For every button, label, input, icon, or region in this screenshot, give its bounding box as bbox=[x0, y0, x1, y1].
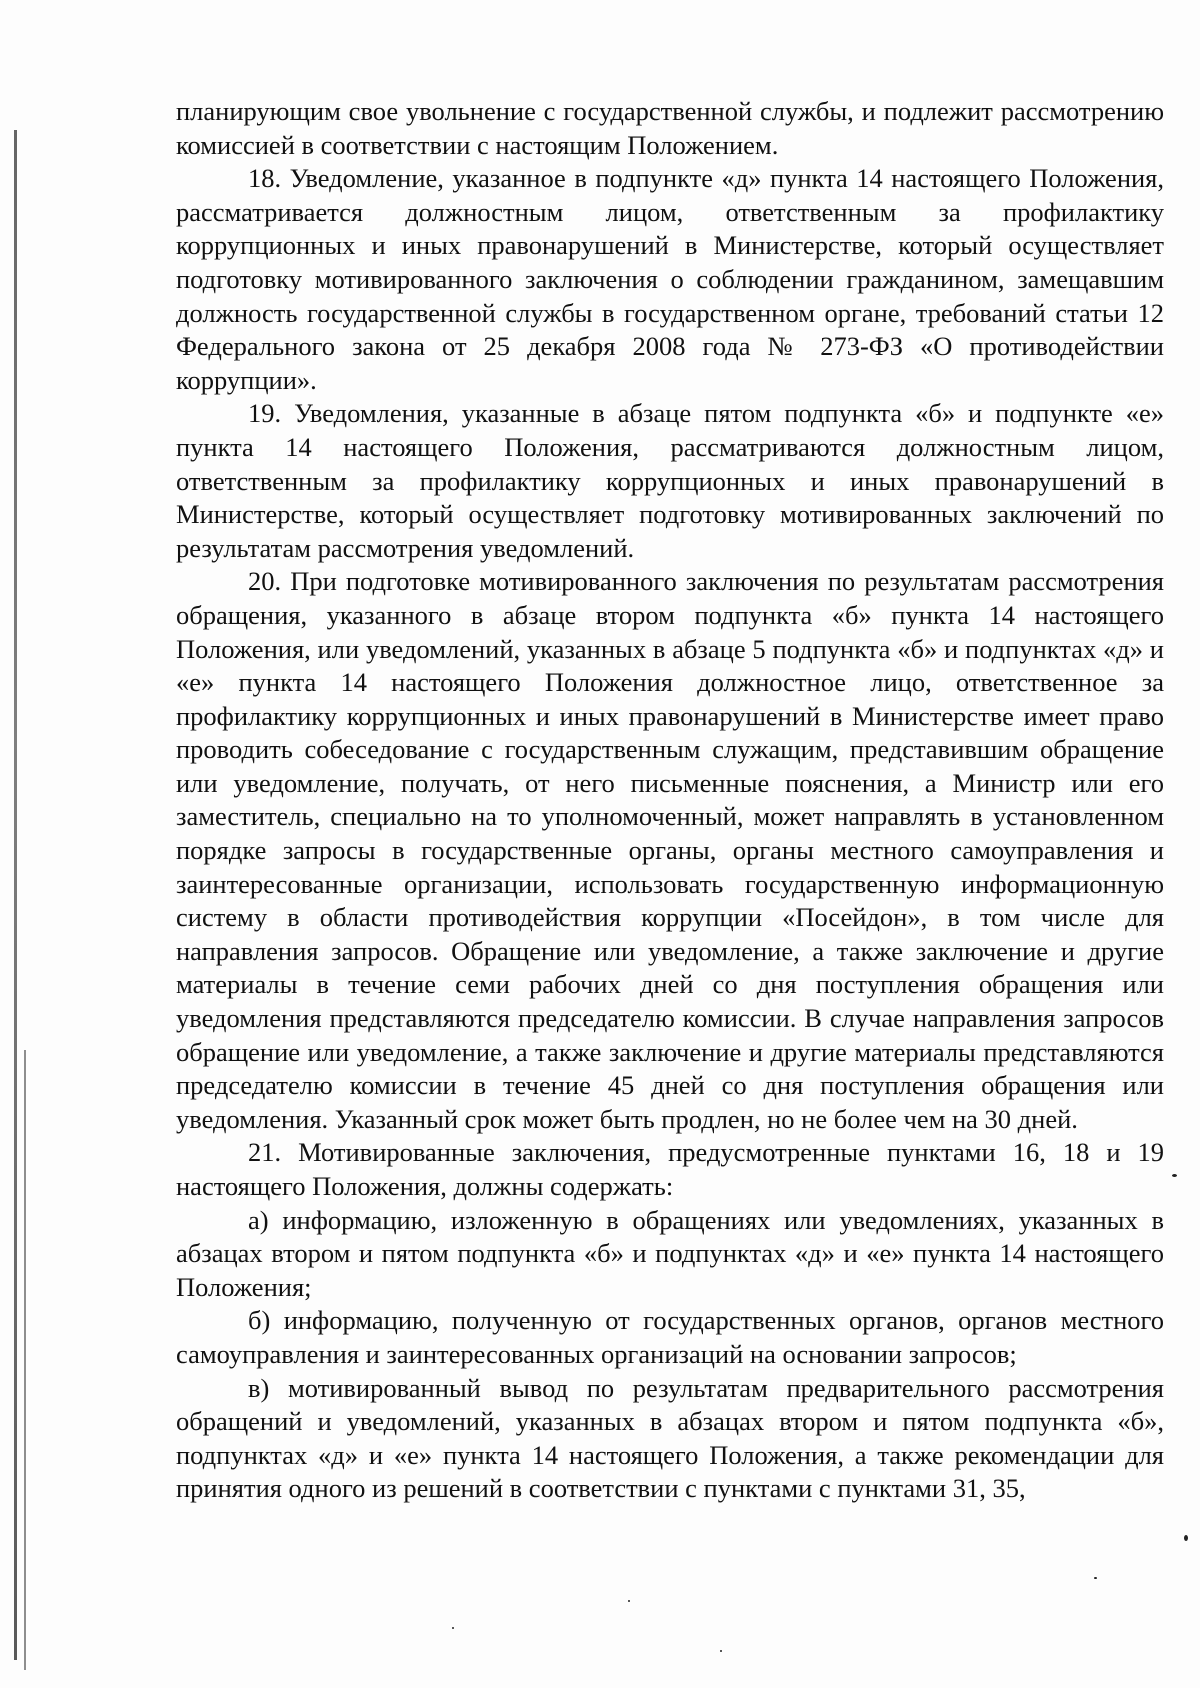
scan-speck bbox=[1184, 1535, 1188, 1541]
scan-speck bbox=[720, 1650, 722, 1652]
scan-edge-line bbox=[14, 130, 17, 1660]
paragraph-21-a: а) информацию, изложенную в обращениях или уведомлениях, указанных в абзацах втором и пятом подпункта «б» и подпунктах «д» и «е» пункта 14 настоящего Положения; bbox=[176, 1204, 1164, 1302]
scan-speck bbox=[628, 1600, 630, 1602]
paragraph-21: 21. Мотивированные заключения, предусмотренные пунктами 16, 18 и 19 настоящего Положения, должны содержать: bbox=[176, 1137, 1164, 1201]
scan-speck bbox=[1172, 1174, 1177, 1177]
paragraph-continuation: планирующим свое увольнение с государственной службы, и подлежит рассмотрению комиссией в соответствии с настоящим Положением. bbox=[176, 96, 1164, 160]
scan-edge-line-secondary bbox=[24, 1050, 26, 1670]
paragraph-19: 19. Уведомления, указанные в абзаце пятом подпункта «б» и подпункте «е» пункта 14 настоящего Положения, рассматриваются должностным лицом, ответственным за профилактику коррупционных и иных правонарушений в Министерстве, который осуществляет подготовку мотивированных заключений по результатам рассмотрения уведомлений. bbox=[176, 398, 1164, 563]
scan-speck bbox=[452, 1627, 454, 1629]
scan-speck bbox=[1094, 1577, 1097, 1579]
paragraph-18: 18. Уведомление, указанное в подпункте «д» пункта 14 настоящего Положения, рассматривается должностным лицом, ответственным за профилактику коррупционных и иных правонарушений в Министерстве, который осуществляет подготовку мотивированного заключения о соблюдении гражданином, замещавшим должность государственной службы в государственном органе, требований статьи 12 Федерального закона от 25 декабря 2008 года № 273-ФЗ «О противодействии коррупции». bbox=[176, 163, 1164, 395]
paragraph-21-b: б) информацию, полученную от государственных органов, органов местного самоуправления и заинтересованных организаций на основании запросов; bbox=[176, 1305, 1164, 1369]
paragraph-20: 20. При подготовке мотивированного заключения по результатам рассмотрения обращения, указанного в абзаце втором подпункта «б» пункта 14 настоящего Положения, или уведомлений, указанных в абзаце 5 подпункта «б» и подпунктах «д» и «е» пункта 14 настоящего Положения должностное лицо, ответственное за профилактику коррупционных и иных правонарушений в Министерстве имеет право проводить собеседование с государственным служащим, представившим обращение или уведомление, получать, от него письменные пояснения, а Министр или его заместитель, специально на то уполномоченный, может направлять в установленном порядке запросы в государственные органы, органы местного самоуправления и заинтересованные организации, использовать государственную информационную систему в области противодействия коррупции «Посейдон», в том числе для направления запросов. Обращение или уведомление, а также заключение и другие материалы в течение семи рабочих дней со дня поступления обращения или уведомления представляются председателю комиссии. В случае направления запросов обращение или уведомление, а также заключение и другие материалы представляются председателю комиссии в течение 45 дней со дня поступления обращения или уведомления. Указанный срок может быть продлен, но не более чем на 30 дней. bbox=[176, 566, 1164, 1134]
paragraph-21-v: в) мотивированный вывод по результатам предварительного рассмотрения обращений и уведомлений, указанных в абзацах втором и пятом подпункта «б», подпунктах «д» и «е» пункта 14 настоящего Положения, а также рекомендации для принятия одного из решений в соответствии с пунктами с пунктами 31, 35, bbox=[176, 1372, 1164, 1504]
document-body bbox=[176, 95, 1164, 1506]
